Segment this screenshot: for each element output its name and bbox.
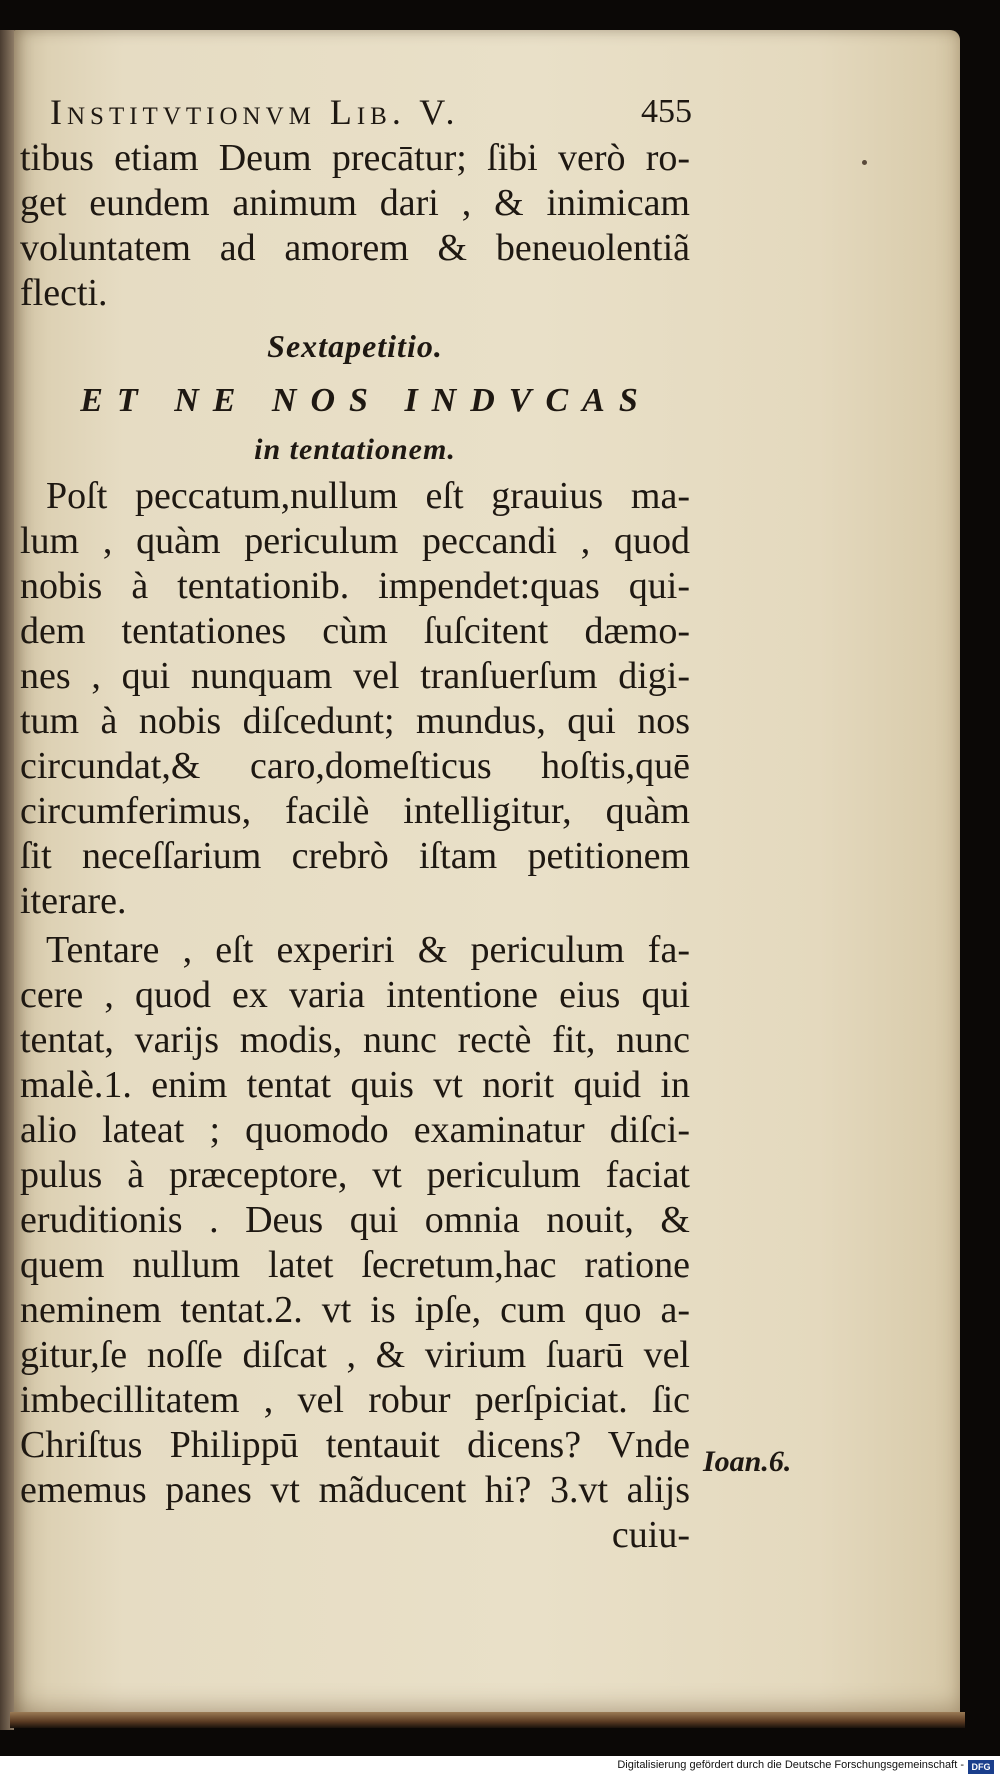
page-number: 455 <box>641 93 692 130</box>
text-line: pulus à præceptore, vt periculum faciat <box>20 1154 690 1196</box>
digitization-footer <box>0 1756 1000 1780</box>
page-bottom-edge <box>10 1712 965 1728</box>
text-line: alio lateat ; quomodo examinatur diſci- <box>20 1109 690 1151</box>
dfg-logo: DFG <box>968 1760 994 1774</box>
section-heading-sub: in tentationem. <box>254 433 456 466</box>
text-line: ememus panes vt mãducent hi? 3.vt alijs <box>20 1469 690 1511</box>
text-line: tibus etiam Deum precātur; ſibi verò ro- <box>20 137 690 179</box>
page-text <box>20 88 690 1558</box>
text-line: Poſt peccatum,nullum eſt grauius ma- <box>46 475 690 517</box>
text-line: circundat,& caro,domeſticus hoſtis,quē <box>20 745 690 787</box>
marginal-note: Ioan.6. <box>703 1445 792 1478</box>
running-head-title: Institvtionvm Lib. V. <box>50 92 460 132</box>
text-line: tum à nobis diſcedunt; mundus, qui nos <box>20 700 690 742</box>
text-line: malè.1. enim tentat quis vt norit quid in <box>20 1064 690 1106</box>
text-line: get eundem animum dari , & inimicam <box>20 182 690 224</box>
text-line: flecti. <box>20 272 108 314</box>
text-line: tentat, varijs modis, nunc rectè fit, nunc <box>20 1019 690 1061</box>
paper-speck <box>862 160 867 165</box>
text-line: nes , qui nunquam vel tranſuerſum digi- <box>20 655 690 697</box>
page-gutter <box>0 30 14 1730</box>
text-line: nobis à tentationib. impendet:quas qui- <box>20 565 690 607</box>
catchword: cuiu- <box>611 1514 690 1556</box>
text-line: ſit neceſſarium crebrò iſtam petitionem <box>20 835 690 877</box>
text-line: imbecillitatem , vel robur perſpiciat. ſic <box>20 1379 690 1421</box>
section-subheading: Sextapetitio. <box>267 328 443 364</box>
text-line: cere , quod ex varia intentione eius qui <box>20 974 690 1016</box>
text-line: Tentare , eſt experiri & periculum fa- <box>46 929 690 971</box>
section-heading: ET NE NOS INDVCAS <box>80 382 652 419</box>
text-line: dem tentationes cùm ſuſcitent dæmo- <box>20 610 690 652</box>
text-line: iterare. <box>20 880 127 922</box>
running-head <box>20 88 690 136</box>
text-line: quem nullum latet ſecretum,hac ratione <box>20 1244 690 1286</box>
text-line: voluntatem ad amorem & beneuolentiã <box>20 227 690 269</box>
footer-credit: Digitalisierung gefördert durch die Deutsche Forschungsgemeinschaft - <box>617 1759 964 1771</box>
text-line: Chriſtus Philippū tentauit dicens? Vnde <box>20 1424 690 1466</box>
text-line: circumferimus, facilè intelligitur, quàm <box>20 790 690 832</box>
text-line: neminem tentat.2. vt is ipſe, cum quo a- <box>20 1289 690 1331</box>
text-line: lum , quàm periculum peccandi , quod <box>20 520 690 562</box>
text-line: gitur,ſe noſſe diſcat , & virium ſuarū vel <box>20 1334 690 1376</box>
text-line: eruditionis . Deus qui omnia nouit, & <box>20 1199 690 1241</box>
